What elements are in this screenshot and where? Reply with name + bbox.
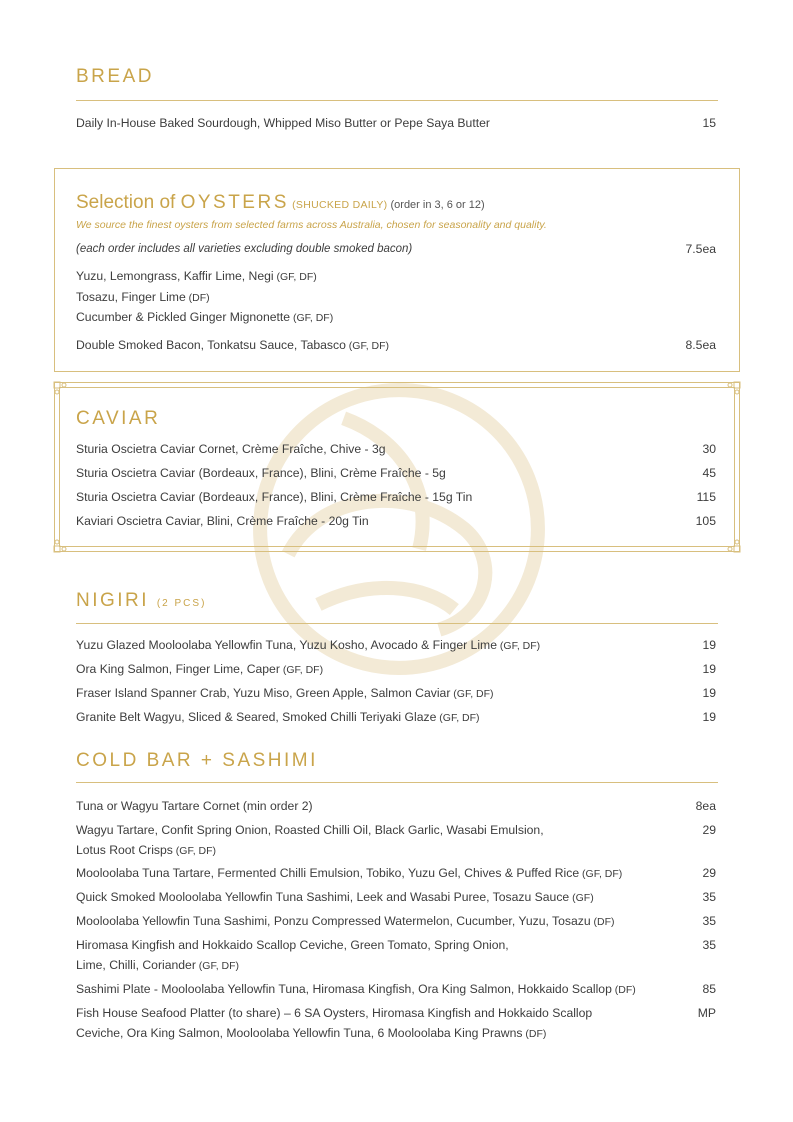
list-item — [76, 863, 716, 884]
item-price: 35 — [702, 938, 716, 952]
list-item — [76, 820, 716, 861]
item-desc: Sturia Oscietra Caviar (Bordeaux, France), Blini, Crème Fraîche - 15g Tin — [76, 490, 473, 504]
oysters-title — [76, 192, 485, 214]
item-desc: Sturia Oscietra Caviar (Bordeaux, France), Blini, Crème Fraîche - 5g — [76, 466, 446, 480]
item-tag: (GF, DF) — [436, 712, 480, 724]
oysters-note-price: 7.5ea — [685, 242, 716, 256]
oysters-title-a: Selection of — [76, 192, 181, 213]
corner-ornament-icon — [725, 381, 741, 397]
item-tag: (GF, DF) — [172, 845, 217, 857]
nigiri-heading — [76, 590, 206, 612]
list-item — [76, 659, 716, 680]
bread-rule — [76, 100, 718, 101]
list-item — [76, 439, 716, 459]
item-price: 30 — [702, 442, 716, 456]
item-desc-2: Lime, Chilli, Coriander — [76, 958, 196, 972]
item-desc: Yuzu, Lemongrass, Kaffir Lime, Negi — [76, 269, 274, 283]
list-item — [76, 307, 716, 328]
list-item — [76, 511, 716, 531]
list-item — [76, 487, 716, 507]
item-price: 35 — [702, 890, 716, 904]
nigiri-sub: (2 PCS) — [156, 598, 207, 609]
caviar-heading: CAVIAR — [76, 408, 161, 429]
item-tag: (GF) — [569, 892, 594, 904]
item-desc: Cucumber & Pickled Ginger Mignonette — [76, 310, 291, 324]
list-item — [76, 287, 716, 308]
coldbar-rule — [76, 782, 718, 783]
oysters-note: (each order includes all varieties excluding double smoked bacon) — [76, 243, 413, 255]
item-price: 8ea — [695, 799, 716, 813]
item-desc: Kaviari Oscietra Caviar, Blini, Crème Fraîche - 20g Tin — [76, 514, 369, 528]
item-price: 35 — [702, 914, 716, 928]
item-desc: Quick Smoked Mooloolaba Yellowfin Tuna Sashimi, Leek and Wasabi Puree, Tosazu Sauce — [76, 890, 570, 904]
item-tag: (GF, DF) — [290, 312, 334, 324]
list-item — [76, 935, 716, 976]
item-desc: Sturia Oscietra Caviar Cornet, Crème Fraîche, Chive - 3g — [76, 442, 386, 456]
item-price: 19 — [702, 710, 716, 724]
item-desc: Fish House Seafood Platter (to share) – 6 SA Oysters, Hiromasa Kingfish and Hokkaido Scallop — [76, 1006, 593, 1020]
item-desc: Yuzu Glazed Mooloolaba Yellowfin Tuna, Yuzu Kosho, Avocado & Finger Lime — [76, 638, 497, 652]
item-tag: (GF, DF) — [279, 664, 324, 676]
item-desc-2: Lotus Root Crisps — [76, 843, 173, 857]
corner-ornament-icon — [53, 381, 69, 397]
nigiri-rule — [76, 623, 718, 624]
item-price: 115 — [696, 490, 716, 504]
oysters-note-row — [76, 239, 716, 259]
item-desc: Daily In-House Baked Sourdough, Whipped Miso Butter or Pepe Saya Butter — [76, 116, 490, 130]
item-tag: (GF, DF) — [195, 960, 240, 972]
list-item — [76, 796, 716, 817]
item-tag: (DF) — [185, 292, 210, 304]
item-desc: Sashimi Plate - Mooloolaba Yellowfin Tuna, Hiromasa Kingfish, Ora King Salmon, Hokkaido Scallop — [76, 982, 612, 996]
item-desc: Double Smoked Bacon, Tonkatsu Sauce, Tabasco — [76, 338, 346, 352]
item-tag: (GF, DF) — [273, 271, 317, 283]
list-item — [76, 266, 716, 287]
item-desc: Hiromasa Kingfish and Hokkaido Scallop Ceviche, Green Tomato, Spring Onion, — [76, 938, 509, 952]
item-desc: Fraser Island Spanner Crab, Yuzu Miso, Green Apple, Salmon Caviar — [76, 686, 451, 700]
oysters-title-b: OYSTERS — [180, 192, 289, 213]
item-tag: (DF) — [522, 1028, 547, 1040]
list-item — [76, 635, 716, 656]
item-price: 29 — [702, 823, 716, 837]
coldbar-heading: COLD BAR + SASHIMI — [76, 750, 318, 771]
list-item — [76, 335, 716, 356]
item-desc: Tuna or Wagyu Tartare Cornet (min order 2) — [76, 799, 313, 813]
list-item — [76, 911, 716, 932]
oysters-title-c: (SHUCKED DAILY) — [288, 199, 388, 211]
list-item — [76, 979, 716, 1000]
item-desc: Wagyu Tartare, Confit Spring Onion, Roasted Chilli Oil, Black Garlic, Wasabi Emulsion, — [76, 823, 544, 837]
item-price: 19 — [702, 662, 716, 676]
bread-heading: BREAD — [76, 66, 154, 87]
oysters-subtitle: We source the finest oysters from selected farms across Australia, chosen for seasonality and quality. — [76, 219, 547, 231]
list-item — [76, 1003, 716, 1044]
item-desc: Ora King Salmon, Finger Lime, Caper — [76, 662, 280, 676]
corner-ornament-icon — [725, 537, 741, 553]
item-tag: (DF) — [611, 984, 636, 996]
nigiri-title: NIGIRI — [76, 590, 150, 611]
item-desc: Mooloolaba Yellowfin Tuna Sashimi, Ponzu Compressed Watermelon, Cucumber, Yuzu, Tosazu — [76, 914, 591, 928]
item-desc-2: Ceviche, Ora King Salmon, Mooloolaba Yellowfin Tuna, 6 Mooloolaba King Prawns — [76, 1026, 523, 1040]
item-price: 19 — [702, 638, 716, 652]
item-price: MP — [697, 1006, 716, 1020]
item-price: 45 — [702, 466, 716, 480]
item-price: 29 — [702, 866, 716, 880]
item-tag: (DF) — [590, 916, 615, 928]
item-tag: (GF, DF) — [450, 688, 494, 700]
list-item — [76, 887, 716, 908]
corner-ornament-icon — [53, 537, 69, 553]
item-tag: (GF, DF) — [345, 340, 390, 352]
list-item — [76, 113, 716, 133]
oysters-title-d: (order in 3, 6 or 12) — [387, 199, 485, 211]
list-item — [76, 707, 716, 728]
item-price: 8.5ea — [685, 338, 716, 352]
item-price: 105 — [695, 514, 716, 528]
item-tag: (GF, DF) — [579, 868, 623, 880]
item-desc: Mooloolaba Tuna Tartare, Fermented Chilli Emulsion, Tobiko, Yuzu Gel, Chives & Puffed Rice — [76, 866, 580, 880]
item-price: 85 — [702, 982, 716, 996]
item-desc: Tosazu, Finger Lime — [76, 290, 186, 304]
list-item — [76, 463, 716, 483]
item-desc: Granite Belt Wagyu, Sliced & Seared, Smoked Chilli Teriyaki Glaze — [76, 710, 437, 724]
item-price: 15 — [702, 116, 716, 130]
list-item — [76, 683, 716, 704]
item-tag: (GF, DF) — [496, 640, 541, 652]
item-price: 19 — [702, 686, 716, 700]
